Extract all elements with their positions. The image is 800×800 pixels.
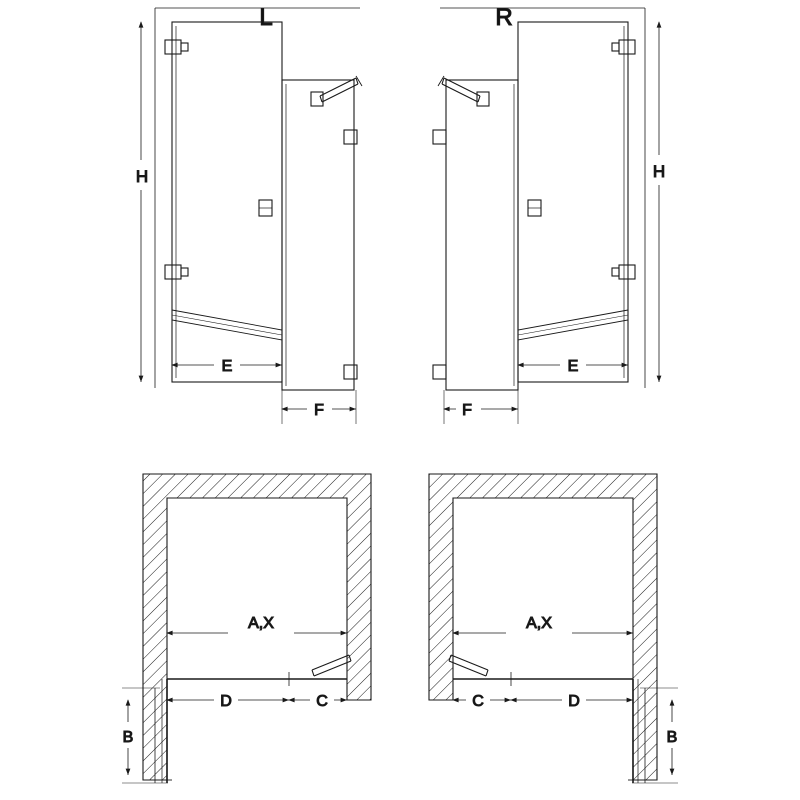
label-C-right: C — [472, 693, 484, 710]
side-panel-right — [446, 80, 518, 390]
dimension-H-left — [131, 22, 153, 382]
label-variant-L: L — [259, 4, 273, 31]
side-panel-left — [282, 80, 354, 390]
door-handle-right — [528, 200, 541, 216]
bracket-upper-left — [344, 130, 357, 144]
label-F-right: F — [462, 402, 472, 419]
hinge-bottom-right — [612, 265, 635, 279]
label-D-left: D — [220, 693, 232, 710]
door-handle-left — [259, 200, 272, 216]
plan-left-view — [118, 474, 371, 783]
dimension-F-right — [444, 386, 518, 424]
door-panel-left — [172, 22, 282, 382]
label-F-left: F — [314, 402, 324, 419]
elevation-left-view — [131, 4, 362, 424]
label-B-right: B — [666, 729, 678, 746]
hinge-top-right — [612, 40, 635, 54]
bracket-lower-right — [433, 365, 446, 379]
plan-right-view — [429, 474, 684, 783]
label-B-left: B — [122, 729, 134, 746]
label-H-right: H — [652, 162, 666, 181]
stabilizer-plan-left — [312, 655, 351, 676]
door-panel-right — [518, 22, 628, 382]
label-C-left: C — [316, 693, 328, 710]
hinge-bottom-left — [165, 265, 188, 279]
label-variant-R: R — [495, 4, 513, 31]
stabilizer-plan-right — [449, 655, 488, 676]
label-E-left: E — [221, 358, 233, 375]
bracket-upper-right — [433, 130, 446, 144]
elevation-right-view — [433, 4, 670, 424]
hinge-top-left — [165, 40, 188, 54]
bracket-lower-left — [344, 365, 357, 379]
label-AX-right: A,X — [526, 615, 552, 632]
dimension-H-right — [648, 22, 670, 382]
label-E-right: E — [567, 358, 579, 375]
label-AX-left: A,X — [248, 615, 274, 632]
label-H-left: H — [135, 167, 149, 186]
label-D-right: D — [568, 693, 580, 710]
